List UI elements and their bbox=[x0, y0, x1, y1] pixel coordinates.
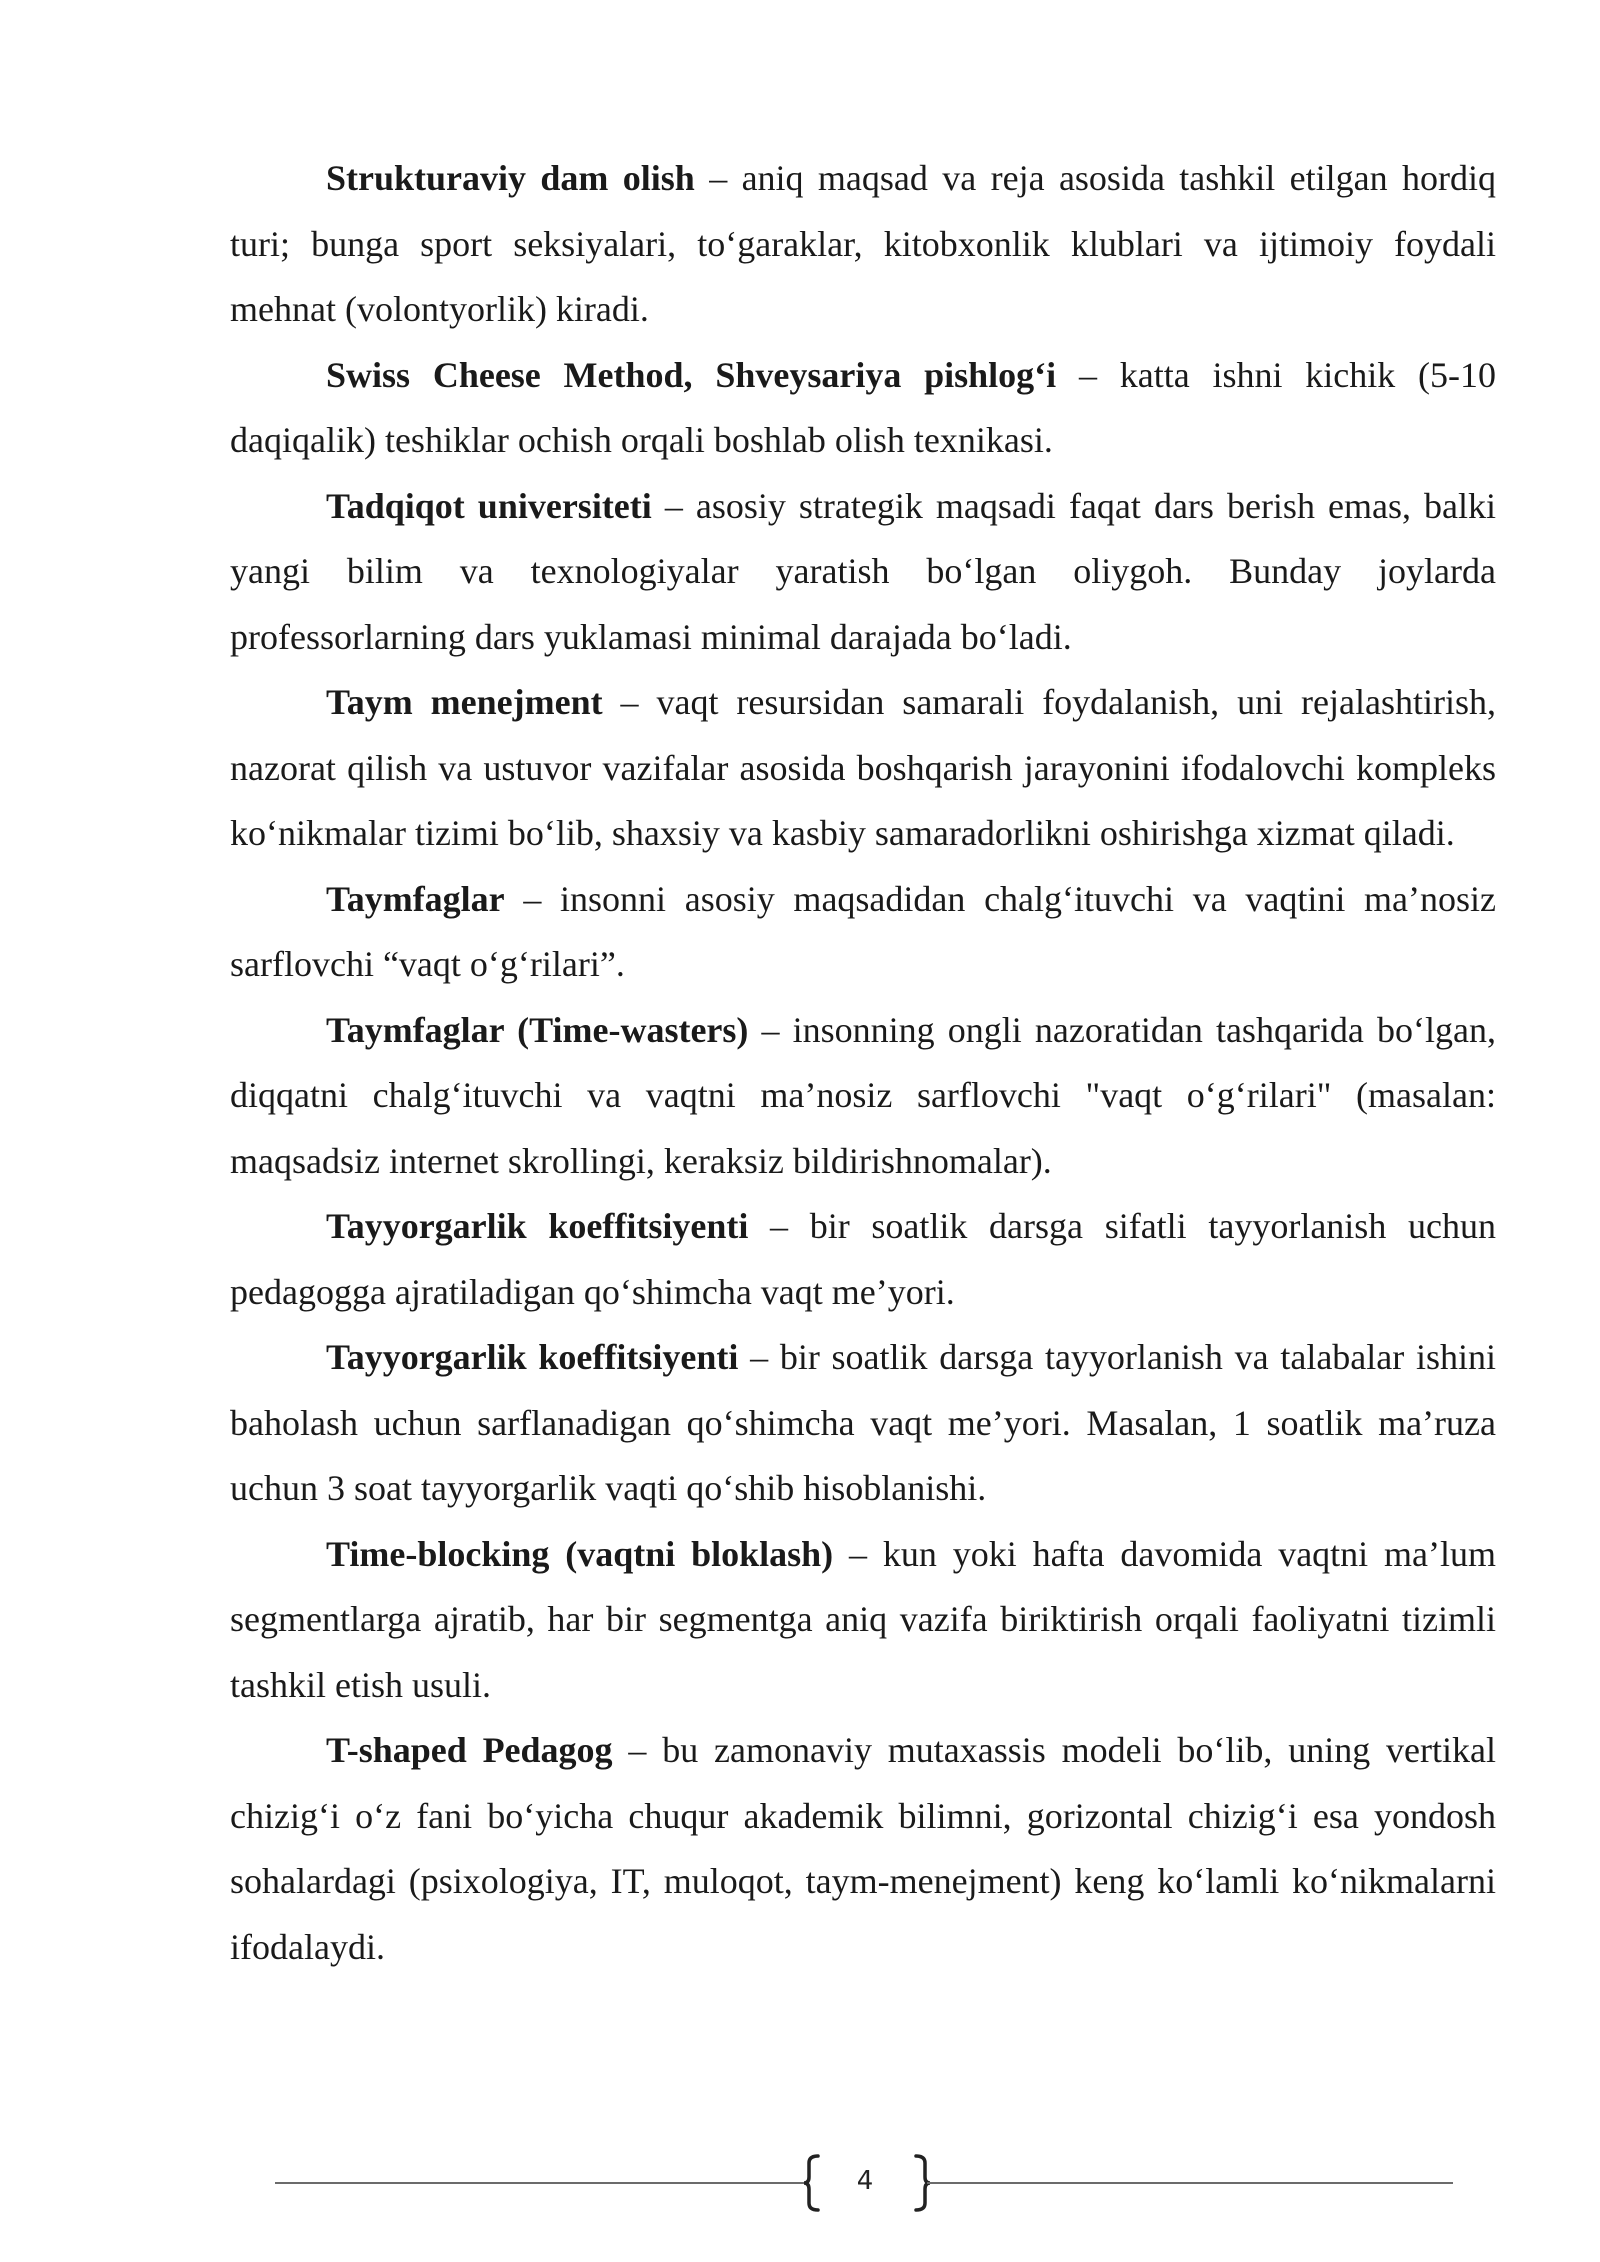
glossary-entry bbox=[230, 1718, 1496, 1980]
glossary-entry bbox=[230, 670, 1496, 867]
glossary-definition: – insonning ongli nazoratidan tashqarida bo‘lgan, diqqatni chalg‘ituvchi va vaqtni ma’nosiz sarflovchi "vaqt o‘g‘rilari" (masalan: maqsadsiz internet skrollingi, keraksiz bildirishnomalar). bbox=[230, 1009, 1496, 1181]
glossary-entry bbox=[230, 867, 1496, 998]
glossary-entry bbox=[230, 343, 1496, 474]
glossary-definition: – katta ishni kichik (5-10 daqiqalik) teshiklar ochish orqali boshlab olish texnikasi. bbox=[230, 354, 1496, 460]
glossary-definition: – aniq maqsad va reja asosida tashkil etilgan hordiq turi; bunga sport seksiyalari, to‘garaklar, kitobxonlik klublari va ijtimoiy foydali mehnat (volontyorlik) kiradi. bbox=[230, 158, 1496, 329]
glossary-definition: – bir soatlik darsga sifatli tayyorlanish uchun pedagogga ajratiladigan qo‘shimcha vaqt me’yori. bbox=[230, 1206, 1496, 1312]
glossary-entry bbox=[230, 998, 1496, 1195]
glossary-term: Time-blocking (vaqtni bloklash) bbox=[326, 1533, 834, 1574]
glossary-definition: – bir soatlik darsga tayyorlanish va talabalar ishini baholash uchun sarflanadigan qo‘shimcha vaqt me’yori. Masalan, 1 soatlik ma’ruza uchun 3 soat tayyorgarlik vaqti qo‘shib hisoblanishi. bbox=[230, 1337, 1496, 1508]
glossary-definition: – insonni asosiy maqsadidan chalg‘ituvchi va vaqtini ma’nosiz sarflovchi “vaqt o‘g‘rilari”. bbox=[230, 878, 1496, 984]
glossary-definition: – asosiy strategik maqsadi faqat dars berish emas, balki yangi bilim va texnologiyalar yaratish bo‘lgan oliygoh. Bunday joylarda professorlarning dars yuklamasi minimal darajada bo‘ladi. bbox=[230, 485, 1496, 657]
glossary-term: T-shaped Pedagog bbox=[326, 1730, 613, 1770]
glossary-page-body bbox=[230, 146, 1496, 1980]
glossary-entry bbox=[230, 1522, 1496, 1719]
glossary-term: Taymfaglar bbox=[326, 878, 505, 919]
page-number: 4 bbox=[856, 2166, 874, 2196]
left-bracket-icon bbox=[802, 2153, 822, 2213]
glossary-entry bbox=[230, 146, 1496, 343]
glossary-definition: – vaqt resursidan samarali foydalanish, uni rejalashtirish, nazorat qilish va ustuvor vazifalar asosida boshqarish jarayonini ifodalovchi kompleks ko‘nikmalar tizimi bo‘lib, shaxsiy va kasbiy samaradorlikni oshirishga xizmat qiladi. bbox=[230, 682, 1496, 853]
glossary-term: Tadqiqot universiteti bbox=[326, 485, 652, 526]
glossary-term: Taym menejment bbox=[326, 682, 603, 722]
page-footer bbox=[275, 2153, 1453, 2213]
glossary-definition: – kun yoki hafta davomida vaqtni ma’lum segmentlarga ajratib, har bir segmentga aniq vazifa biriktirish orqali faoliyatni tizimli tashkil etish usuli. bbox=[230, 1533, 1497, 1705]
glossary-entry bbox=[230, 1325, 1496, 1522]
glossary-entry bbox=[230, 1194, 1496, 1325]
footer-rule-left bbox=[275, 2182, 805, 2184]
glossary-term: Strukturaviy dam olish bbox=[326, 158, 695, 198]
glossary-term: Tayyorgarlik koeffitsiyenti bbox=[326, 1206, 749, 1246]
glossary-term: Taymfaglar (Time-wasters) bbox=[326, 1009, 749, 1050]
footer-rule-right bbox=[927, 2182, 1453, 2184]
glossary-definition: – bu zamonaviy mutaxassis modeli bo‘lib, uning vertikal chizig‘i o‘z fani bo‘yicha chuqur akademik bilimni, gorizontal chizig‘i esa yondosh sohalardagi (psixologiya, IT, muloqot, taym-menejment) keng ko‘lamli ko‘nikmalarni ifodalaydi. bbox=[230, 1730, 1496, 1967]
glossary-entry bbox=[230, 474, 1496, 671]
glossary-term: Tayyorgarlik koeffitsiyenti bbox=[326, 1337, 739, 1377]
glossary-term: Swiss Cheese Method, Shveysariya pishlog‘i bbox=[326, 354, 1057, 395]
